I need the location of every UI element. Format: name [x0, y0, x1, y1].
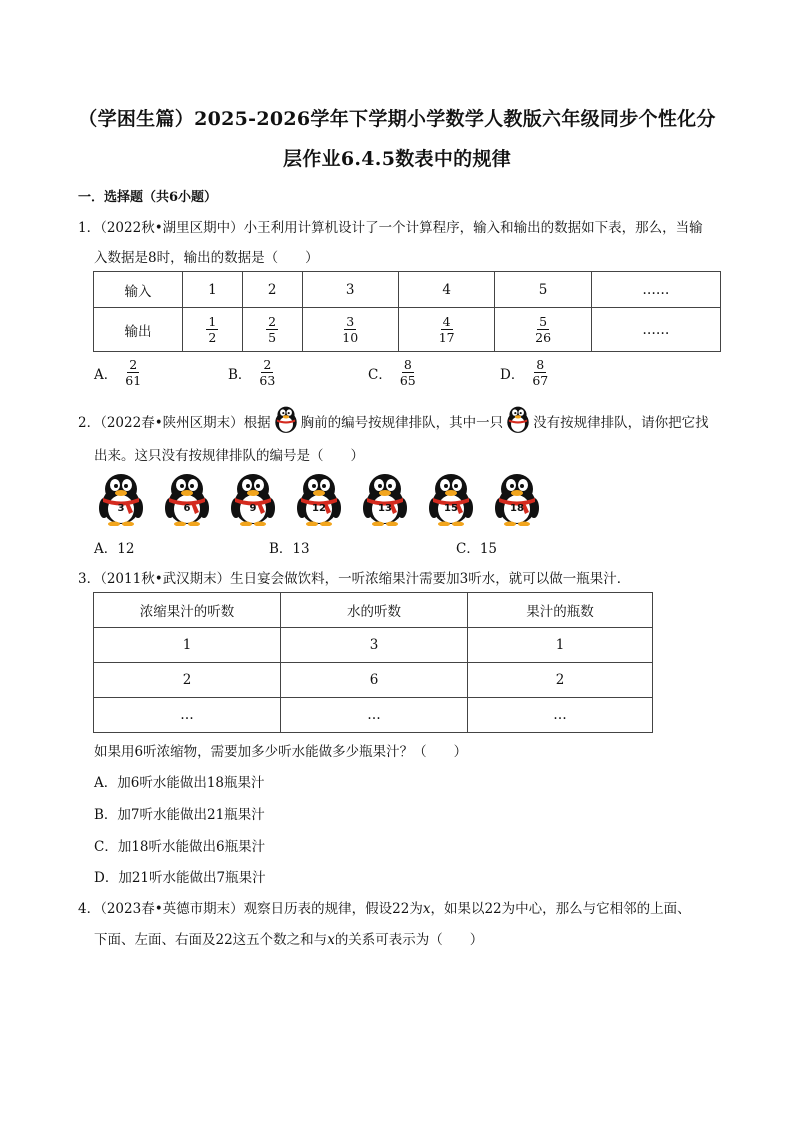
fraction-numerator: 2 — [268, 313, 277, 329]
q2-option-a[interactable]: A．12 — [94, 541, 135, 557]
q1-input-cell: 1 — [183, 272, 243, 308]
title-line-1: （学困生篇）2025-2026学年下学期小学数学人教版六年级同步个性化分 — [78, 108, 716, 130]
q3-cell: 2 — [94, 663, 281, 698]
q1-output-cell — [495, 308, 591, 352]
fraction-denominator: 2 — [208, 330, 217, 345]
fraction-denominator: 67 — [532, 373, 549, 389]
q2-text-a: 2．（2022春•陕州区期末）根据 — [78, 415, 271, 431]
q2-text-b: 胸前的编号按规律排队，其中一只 — [300, 415, 504, 431]
q3-cell: 3 — [281, 628, 468, 663]
q3-table-row — [94, 663, 653, 698]
q1-option-d[interactable] — [500, 358, 550, 387]
q1-output-cell — [242, 308, 302, 352]
q3-option-b[interactable]: B．加7听水能做出21瓶果汁 — [94, 807, 265, 823]
q1-input-cell: 3 — [302, 272, 398, 308]
penguin-icon — [293, 470, 345, 526]
penguin-icon — [503, 404, 533, 438]
q3-cell: 6 — [281, 663, 468, 698]
q1-line-2: 入数据是8时，输出的数据是（ ） — [94, 250, 319, 266]
q1-option-a[interactable] — [94, 358, 143, 387]
fraction-numerator: 5 — [539, 313, 548, 329]
fraction-numerator: 4 — [442, 313, 451, 329]
q1-input-cell: 2 — [242, 272, 302, 308]
q1-option-b[interactable] — [228, 358, 277, 387]
q3-cell: … — [281, 698, 468, 733]
fraction-numerator: 2 — [263, 357, 272, 372]
q2-option-c[interactable]: C．15 — [456, 541, 498, 557]
penguin-number: 13 — [378, 503, 392, 514]
fraction-denominator: 17 — [438, 330, 455, 345]
q3-cell: … — [94, 698, 281, 733]
q1-input-cell: …… — [591, 272, 720, 308]
penguin-3 — [95, 470, 147, 526]
penguin-row — [95, 470, 543, 526]
option-label: B． — [228, 366, 252, 383]
q3-question: 如果用6听浓缩物，需要加多少听水能做多少瓶果汁？（ ） — [94, 744, 468, 760]
q1-input-cell: 5 — [495, 272, 591, 308]
q3-table-row — [94, 628, 653, 663]
penguin-icon — [425, 470, 477, 526]
penguin-6 — [161, 470, 213, 526]
q1-output-cell — [398, 308, 494, 352]
fraction-denominator: 63 — [259, 373, 276, 389]
q2-option-b[interactable]: B．13 — [269, 541, 310, 557]
q3-header-row — [94, 593, 653, 628]
fraction-denominator: 10 — [342, 330, 359, 345]
fraction-numerator: 8 — [403, 357, 412, 372]
penguin-icon — [491, 470, 543, 526]
q2-line-1 — [78, 404, 709, 438]
q1-output-cell: …… — [591, 308, 720, 352]
q3-header-cell: 浓缩果汁的听数 — [94, 593, 281, 628]
penguin-icon — [359, 470, 411, 526]
q1-table — [93, 271, 721, 352]
q4-line-1 — [78, 897, 691, 917]
q3-table — [93, 592, 653, 733]
penguin-number: 15 — [444, 503, 458, 514]
section-heading: 一．选择题（共6小题） — [78, 190, 218, 205]
q3-option-a[interactable]: A．加6听水能做出18瓶果汁 — [94, 775, 265, 791]
option-label: C． — [368, 366, 392, 383]
penguin-number: 9 — [249, 503, 257, 514]
q1-input-label: 输入 — [94, 272, 183, 308]
q3-cell: 1 — [468, 628, 653, 663]
q1-input-row — [94, 272, 721, 308]
penguin-15 — [425, 470, 477, 526]
penguin-number: 18 — [510, 503, 524, 514]
penguin-icon — [227, 470, 279, 526]
q3-header-cell: 果汁的瓶数 — [468, 593, 653, 628]
q4-text-c: 下面、左面、右面及22这五个数之和与 — [94, 932, 328, 948]
q3-table-row — [94, 698, 653, 733]
q2-line-2: 出来。这只没有按规律排队的编号是（ ） — [94, 448, 364, 464]
q3-option-d[interactable]: D．加21听水能做出7瓶果汁 — [94, 870, 266, 886]
q4-text-d: 的关系可表示为（ ） — [334, 932, 484, 948]
fraction-numerator: 3 — [346, 313, 355, 329]
fraction-denominator: 26 — [535, 330, 552, 345]
penguin-18 — [491, 470, 543, 526]
penguin-icon — [161, 470, 213, 526]
q1-line-1: 1．（2022秋•湖里区期中）小王利用计算机设计了一个计算程序，输入和输出的数据如下表，那么，当输 — [78, 220, 703, 236]
q1-output-cell — [183, 308, 243, 352]
q1-output-cell — [302, 308, 398, 352]
penguin-9 — [227, 470, 279, 526]
q3-line-1: 3．（2011秋•武汉期末）生日宴会做饮料，一听浓缩果汁需要加3听水，就可以做一瓶果汁． — [78, 571, 631, 587]
fraction-numerator: 1 — [208, 313, 217, 329]
fraction-denominator: 61 — [125, 373, 142, 389]
penguin-12 — [293, 470, 345, 526]
penguin-number: 3 — [117, 503, 125, 514]
q4-text-a: 4．（2023春•英德市期末）观察日历表的规律，假设22为 — [78, 901, 423, 917]
penguin-number: 6 — [183, 503, 191, 514]
option-label: D． — [500, 366, 525, 383]
q1-output-label: 输出 — [94, 308, 183, 352]
q4-line-2 — [94, 928, 483, 948]
q3-option-c[interactable]: C．加18听水能做出6瓶果汁 — [94, 839, 266, 855]
q4-text-b: ，如果以22为中心，那么与它相邻的上面、 — [430, 901, 691, 917]
fraction-numerator: 8 — [536, 357, 545, 372]
q1-input-cell: 4 — [398, 272, 494, 308]
q1-option-c[interactable] — [368, 358, 418, 387]
variable-x: x — [422, 901, 431, 917]
fraction-denominator: 65 — [399, 373, 416, 389]
penguin-icon — [271, 404, 301, 438]
penguin-icon — [95, 470, 147, 526]
q3-header-cell: 水的听数 — [281, 593, 468, 628]
q2-text-c: 没有按规律排队，请你把它找 — [533, 415, 709, 431]
q3-cell: … — [468, 698, 653, 733]
penguin-number: 12 — [312, 503, 326, 514]
q3-cell: 1 — [94, 628, 281, 663]
title-line-2: 层作业6.4.5数表中的规律 — [282, 148, 512, 170]
option-label: A． — [94, 366, 118, 383]
q1-output-row — [94, 308, 721, 352]
variable-x: x — [327, 932, 335, 948]
fraction-denominator: 5 — [268, 330, 277, 345]
q3-cell: 2 — [468, 663, 653, 698]
penguin-13 — [359, 470, 411, 526]
fraction-numerator: 2 — [129, 357, 138, 372]
